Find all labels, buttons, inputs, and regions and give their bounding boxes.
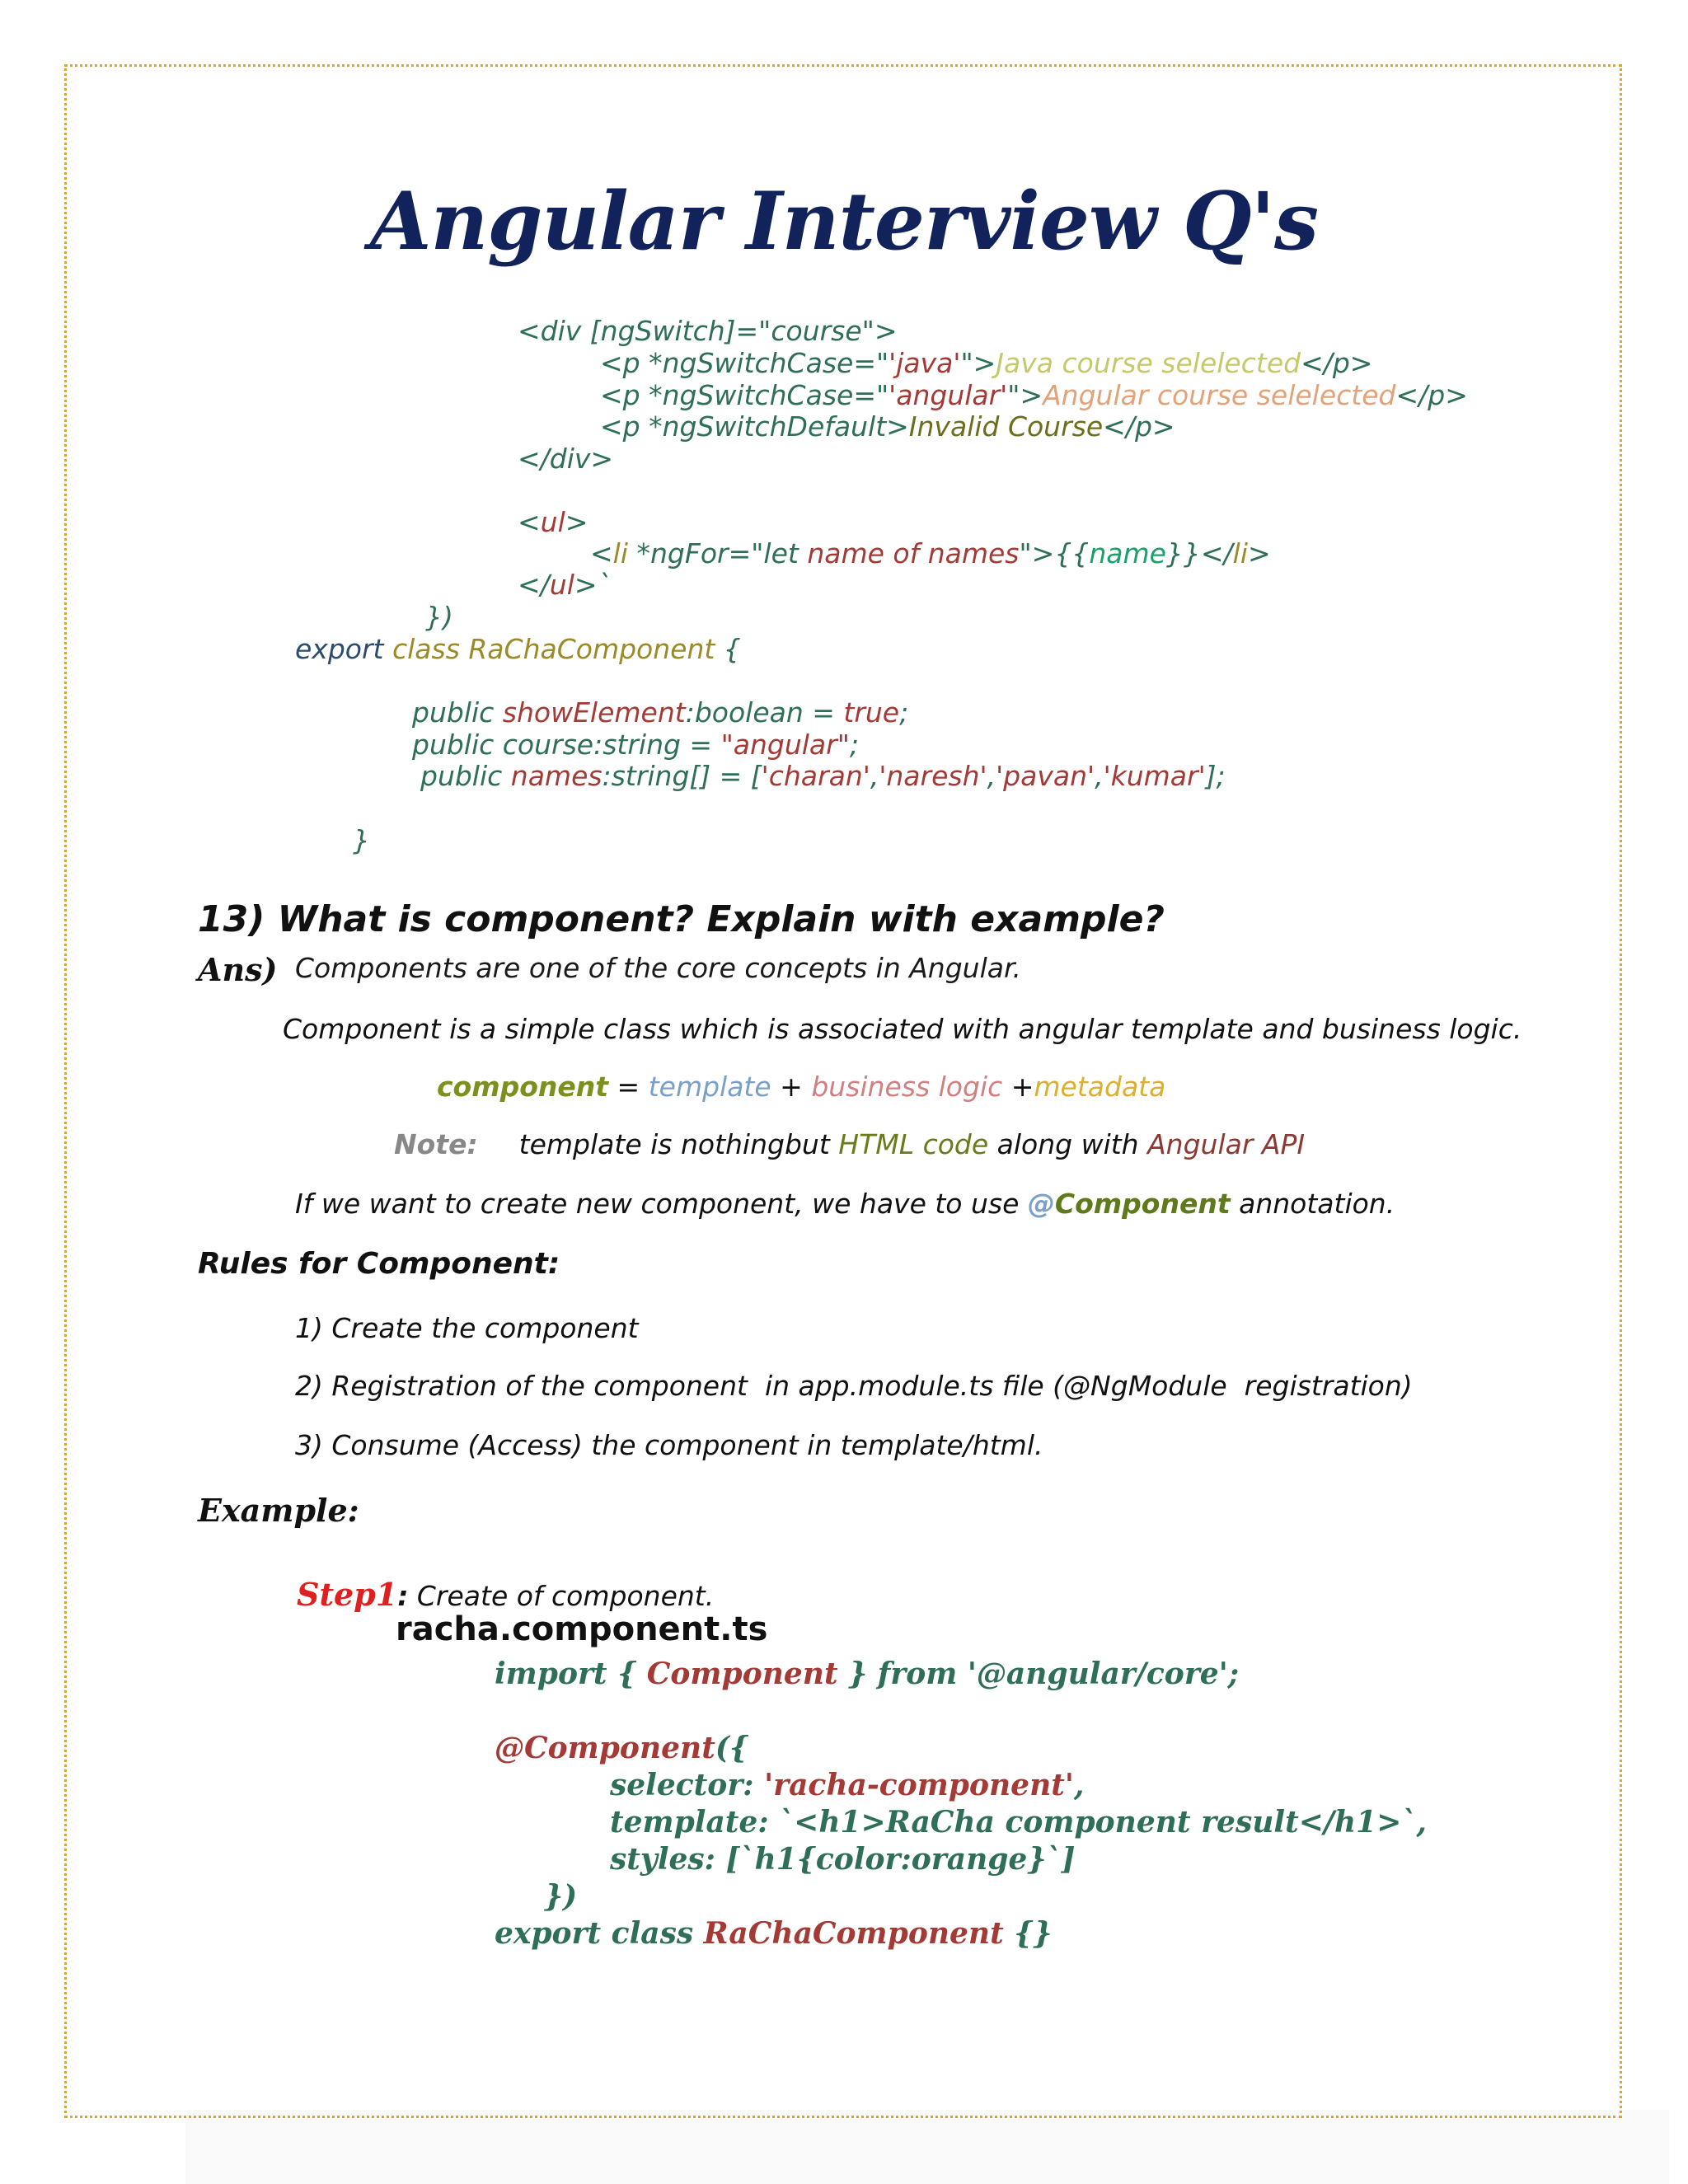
code-line: public course:string = "angular"; [412, 729, 860, 761]
code-line: selector: 'racha-component', [610, 1768, 1085, 1802]
example-label: Example: [198, 1492, 359, 1529]
code-line: <li *ngFor="let name of names">{{name}}</li> [590, 537, 1271, 569]
definition-text: Component is a simple class which is associated with angular template and business logic. [283, 1013, 1522, 1045]
code-line: public names:string[] = ['charan','naresh','pavan','kumar']; [420, 760, 1226, 792]
code-line: </div> [518, 443, 614, 475]
code-line: @Component({ [495, 1731, 749, 1765]
code-line: template: `<h1>RaCha component result</h1>`, [610, 1805, 1427, 1840]
formula-line: component = template + business logic +metadata [437, 1071, 1166, 1103]
rule-item: 1) Create the component [295, 1312, 639, 1344]
note-line: Note: template is nothingbut HTML code along with Angular API [394, 1128, 1306, 1160]
annotation-line: If we want to create new component, we have to use @Component annotation. [295, 1188, 1395, 1220]
rule-item: 2) Registration of the component in app.module.ts file (@NgModule registration) [295, 1370, 1413, 1402]
code-line: <p *ngSwitchDefault>Invalid Course</p> [600, 410, 1175, 443]
code-line: }) [544, 1879, 578, 1914]
code-line: <div [ngSwitch]="course"> [518, 315, 898, 347]
rule-item: 3) Consume (Access) the component in template/html. [295, 1429, 1043, 1461]
code-line: }) [425, 601, 453, 633]
code-line: public showElement:boolean = true; [412, 696, 909, 729]
answer-text: Components are one of the core concepts in Angular. [295, 952, 1021, 984]
code-line: export class RaChaComponent {} [495, 1916, 1053, 1951]
code-line: import { Component } from '@angular/core'; [495, 1657, 1240, 1691]
code-line: styles: [`h1{color:orange}`] [610, 1842, 1076, 1877]
page-title: Angular Interview Q's [369, 175, 1319, 268]
answer-line: Ans) [198, 951, 278, 988]
step1-line: Step1: Create of component. [297, 1576, 715, 1613]
question-heading: 13) What is component? Explain with example? [198, 898, 1165, 940]
code-line: export class RaChaComponent { [295, 633, 741, 665]
code-line: <p *ngSwitchCase="'angular'">Angular course selelected</p> [600, 379, 1468, 411]
code-line: <ul> [518, 506, 588, 538]
code-line: </ul>` [518, 569, 612, 601]
page-shadow [185, 2110, 1669, 2184]
filename: racha.component.ts [396, 1610, 768, 1648]
code-line: } [353, 824, 370, 856]
code-line: <p *ngSwitchCase="'java'">Java course selelected</p> [600, 347, 1373, 379]
rules-heading: Rules for Component: [198, 1247, 560, 1281]
